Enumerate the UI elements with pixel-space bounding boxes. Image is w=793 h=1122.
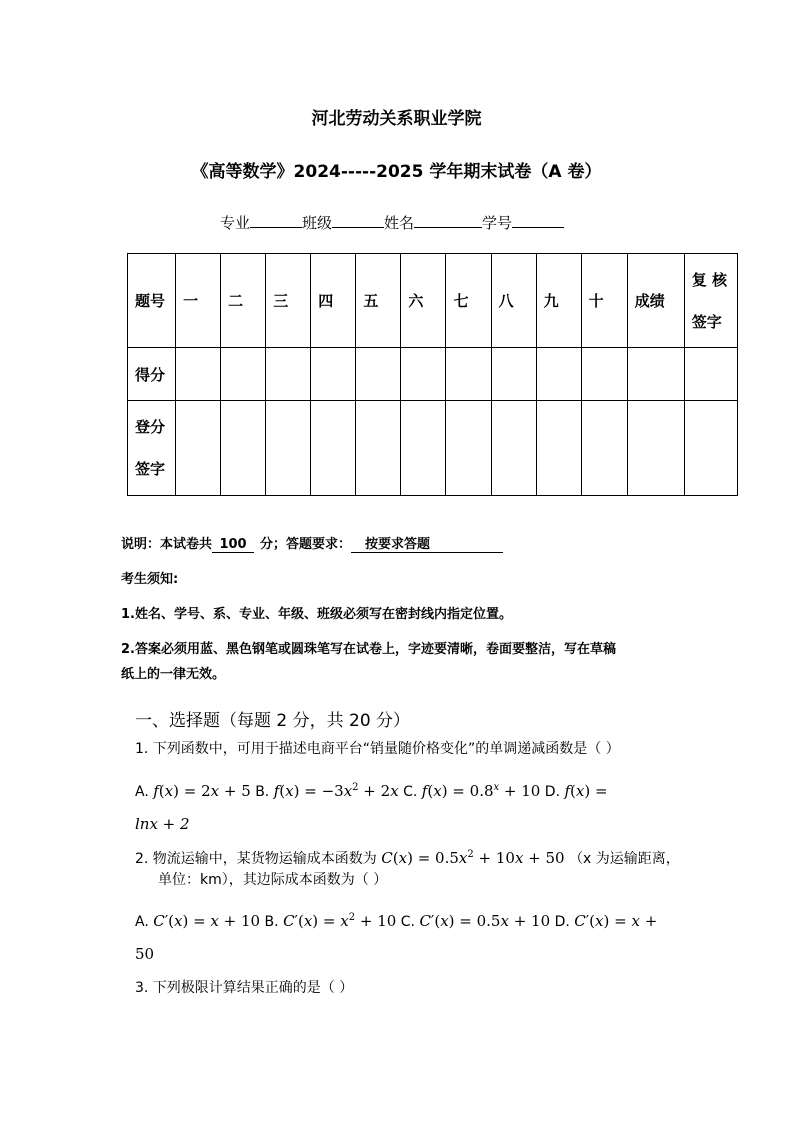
question-2-prefix: 2. 物流运输中，某货物运输成本函数为: [135, 851, 377, 867]
table-header-cell: 成绩: [627, 254, 684, 348]
score-table: [127, 253, 738, 496]
score-row: [128, 348, 738, 401]
exam-title: 《高等数学》2024-----2025 学年期末试卷（A 卷）: [191, 162, 602, 182]
option-d-continuation: lnx + 2: [135, 815, 190, 833]
table-header-cell: 六: [401, 254, 446, 348]
student-id-field[interactable]: [512, 213, 564, 228]
table-header-cell: 五: [356, 254, 401, 348]
option-a-label: A.: [135, 784, 149, 800]
cost-function-formula: $C(x) = 0.5x^2 + 10x + 50$: [381, 849, 565, 867]
sign-cell[interactable]: [356, 401, 401, 496]
name-label: 姓名: [384, 214, 415, 232]
score-cell[interactable]: [401, 348, 446, 401]
option-a-formula: f(x) = 2x + 5: [153, 782, 251, 800]
score-cell[interactable]: [491, 348, 536, 401]
option-b-formula: $C'(x) = x^2 + 10$: [283, 912, 397, 930]
question-2-text: [135, 848, 680, 868]
option-a-formula: C′(x) = x + 10: [153, 912, 261, 930]
score-cell[interactable]: [266, 348, 311, 401]
id-label: 学号: [482, 214, 513, 232]
score-cell[interactable]: [356, 348, 401, 401]
score-cell[interactable]: [221, 348, 266, 401]
sign-cell[interactable]: [581, 401, 627, 496]
notice-heading: 考生须知:: [121, 572, 179, 587]
table-header-cell: 二: [221, 254, 266, 348]
question-3-text: 3. 下列极限计算结果正确的是（ ）: [135, 980, 354, 996]
table-header-cell: 八: [491, 254, 536, 348]
option-d-label: D.: [544, 784, 561, 800]
total-score: 100: [212, 537, 254, 553]
score-cell[interactable]: [446, 348, 491, 401]
option-b-formula: $f(x) = -3x^2 + 2x$: [273, 782, 399, 800]
question-1-options: [135, 782, 608, 800]
student-info-line: [220, 212, 564, 233]
class-label: 班级: [302, 214, 333, 232]
sign-row: [128, 401, 738, 496]
table-header-cell: 题号: [128, 254, 176, 348]
score-cell[interactable]: [581, 348, 627, 401]
major-label: 专业: [220, 214, 251, 232]
sign-cell[interactable]: [446, 401, 491, 496]
class-field[interactable]: [332, 213, 384, 228]
notice-2-line-1: 2.答案必须用蓝、黑色钢笔或圆珠笔写在试卷上，字迹要清晰，卷面要整洁，写在草稿: [121, 642, 616, 657]
option-d-label: D.: [554, 914, 570, 930]
option-c-label: C.: [403, 784, 418, 800]
option-d-formula: C′(x) = x +: [574, 912, 658, 930]
table-header-cell: 四: [311, 254, 356, 348]
option-d-continuation: 50: [135, 945, 155, 963]
sign-cell[interactable]: [311, 401, 356, 496]
question-2-options: [135, 912, 657, 930]
question-2-text-line-2: 单位：km），其边际成本函数为（ ）: [158, 872, 388, 888]
sign-cell[interactable]: [266, 401, 311, 496]
option-c-formula: $f(x) = 0.8^x + 10$: [421, 782, 541, 800]
option-a-label: A.: [135, 914, 149, 930]
sign-cell[interactable]: [221, 401, 266, 496]
score-cell[interactable]: [311, 348, 356, 401]
score-cell[interactable]: [684, 348, 737, 401]
table-header-cell: 七: [446, 254, 491, 348]
total-prefix: 说明：本试卷共: [121, 537, 213, 552]
sign-row-label: 登分 签字: [128, 401, 176, 496]
sign-cell[interactable]: [536, 401, 581, 496]
score-cell[interactable]: [536, 348, 581, 401]
notice-1: 1.姓名、学号、系、专业、年级、班级必须写在密封线内指定位置。: [121, 607, 512, 622]
question-2-suffix: （x 为运输距离，: [569, 851, 680, 867]
table-header-cell: 九: [536, 254, 581, 348]
name-field[interactable]: [414, 213, 482, 228]
score-cell[interactable]: [627, 348, 684, 401]
answer-requirement: 按要求答题: [351, 533, 503, 553]
sign-cell[interactable]: [176, 401, 221, 496]
question-1-text: 1. 下列函数中，可用于描述电商平台“销量随价格变化”的单调递减函数是（ ）: [135, 741, 620, 757]
notice-2-line-2: 纸上的一律无效。: [121, 667, 226, 682]
review-sign-header: 复 核 签字: [684, 254, 737, 348]
option-c-formula: C′(x) = 0.5x + 10: [419, 912, 551, 930]
sign-cell[interactable]: [401, 401, 446, 496]
sign-cell[interactable]: [684, 401, 737, 496]
exam-description: [121, 533, 503, 553]
school-name: 河北劳动关系职业学院: [311, 109, 482, 129]
option-c-label: C.: [400, 914, 415, 930]
section-1-heading: 一、选择题（每题 2 分，共 20 分）: [135, 711, 411, 731]
total-suffix: 分；答题要求：: [260, 537, 352, 552]
sign-cell[interactable]: [627, 401, 684, 496]
score-row-label: 得分: [128, 348, 176, 401]
option-d-formula: f(x) =: [564, 782, 608, 800]
table-header-row: [128, 254, 738, 348]
option-b-label: B.: [255, 784, 270, 800]
score-cell[interactable]: [176, 348, 221, 401]
table-header-cell: 三: [266, 254, 311, 348]
major-field[interactable]: [250, 213, 302, 228]
table-header-cell: 十: [581, 254, 627, 348]
sign-cell[interactable]: [491, 401, 536, 496]
option-b-label: B.: [264, 914, 279, 930]
table-header-cell: 一: [176, 254, 221, 348]
